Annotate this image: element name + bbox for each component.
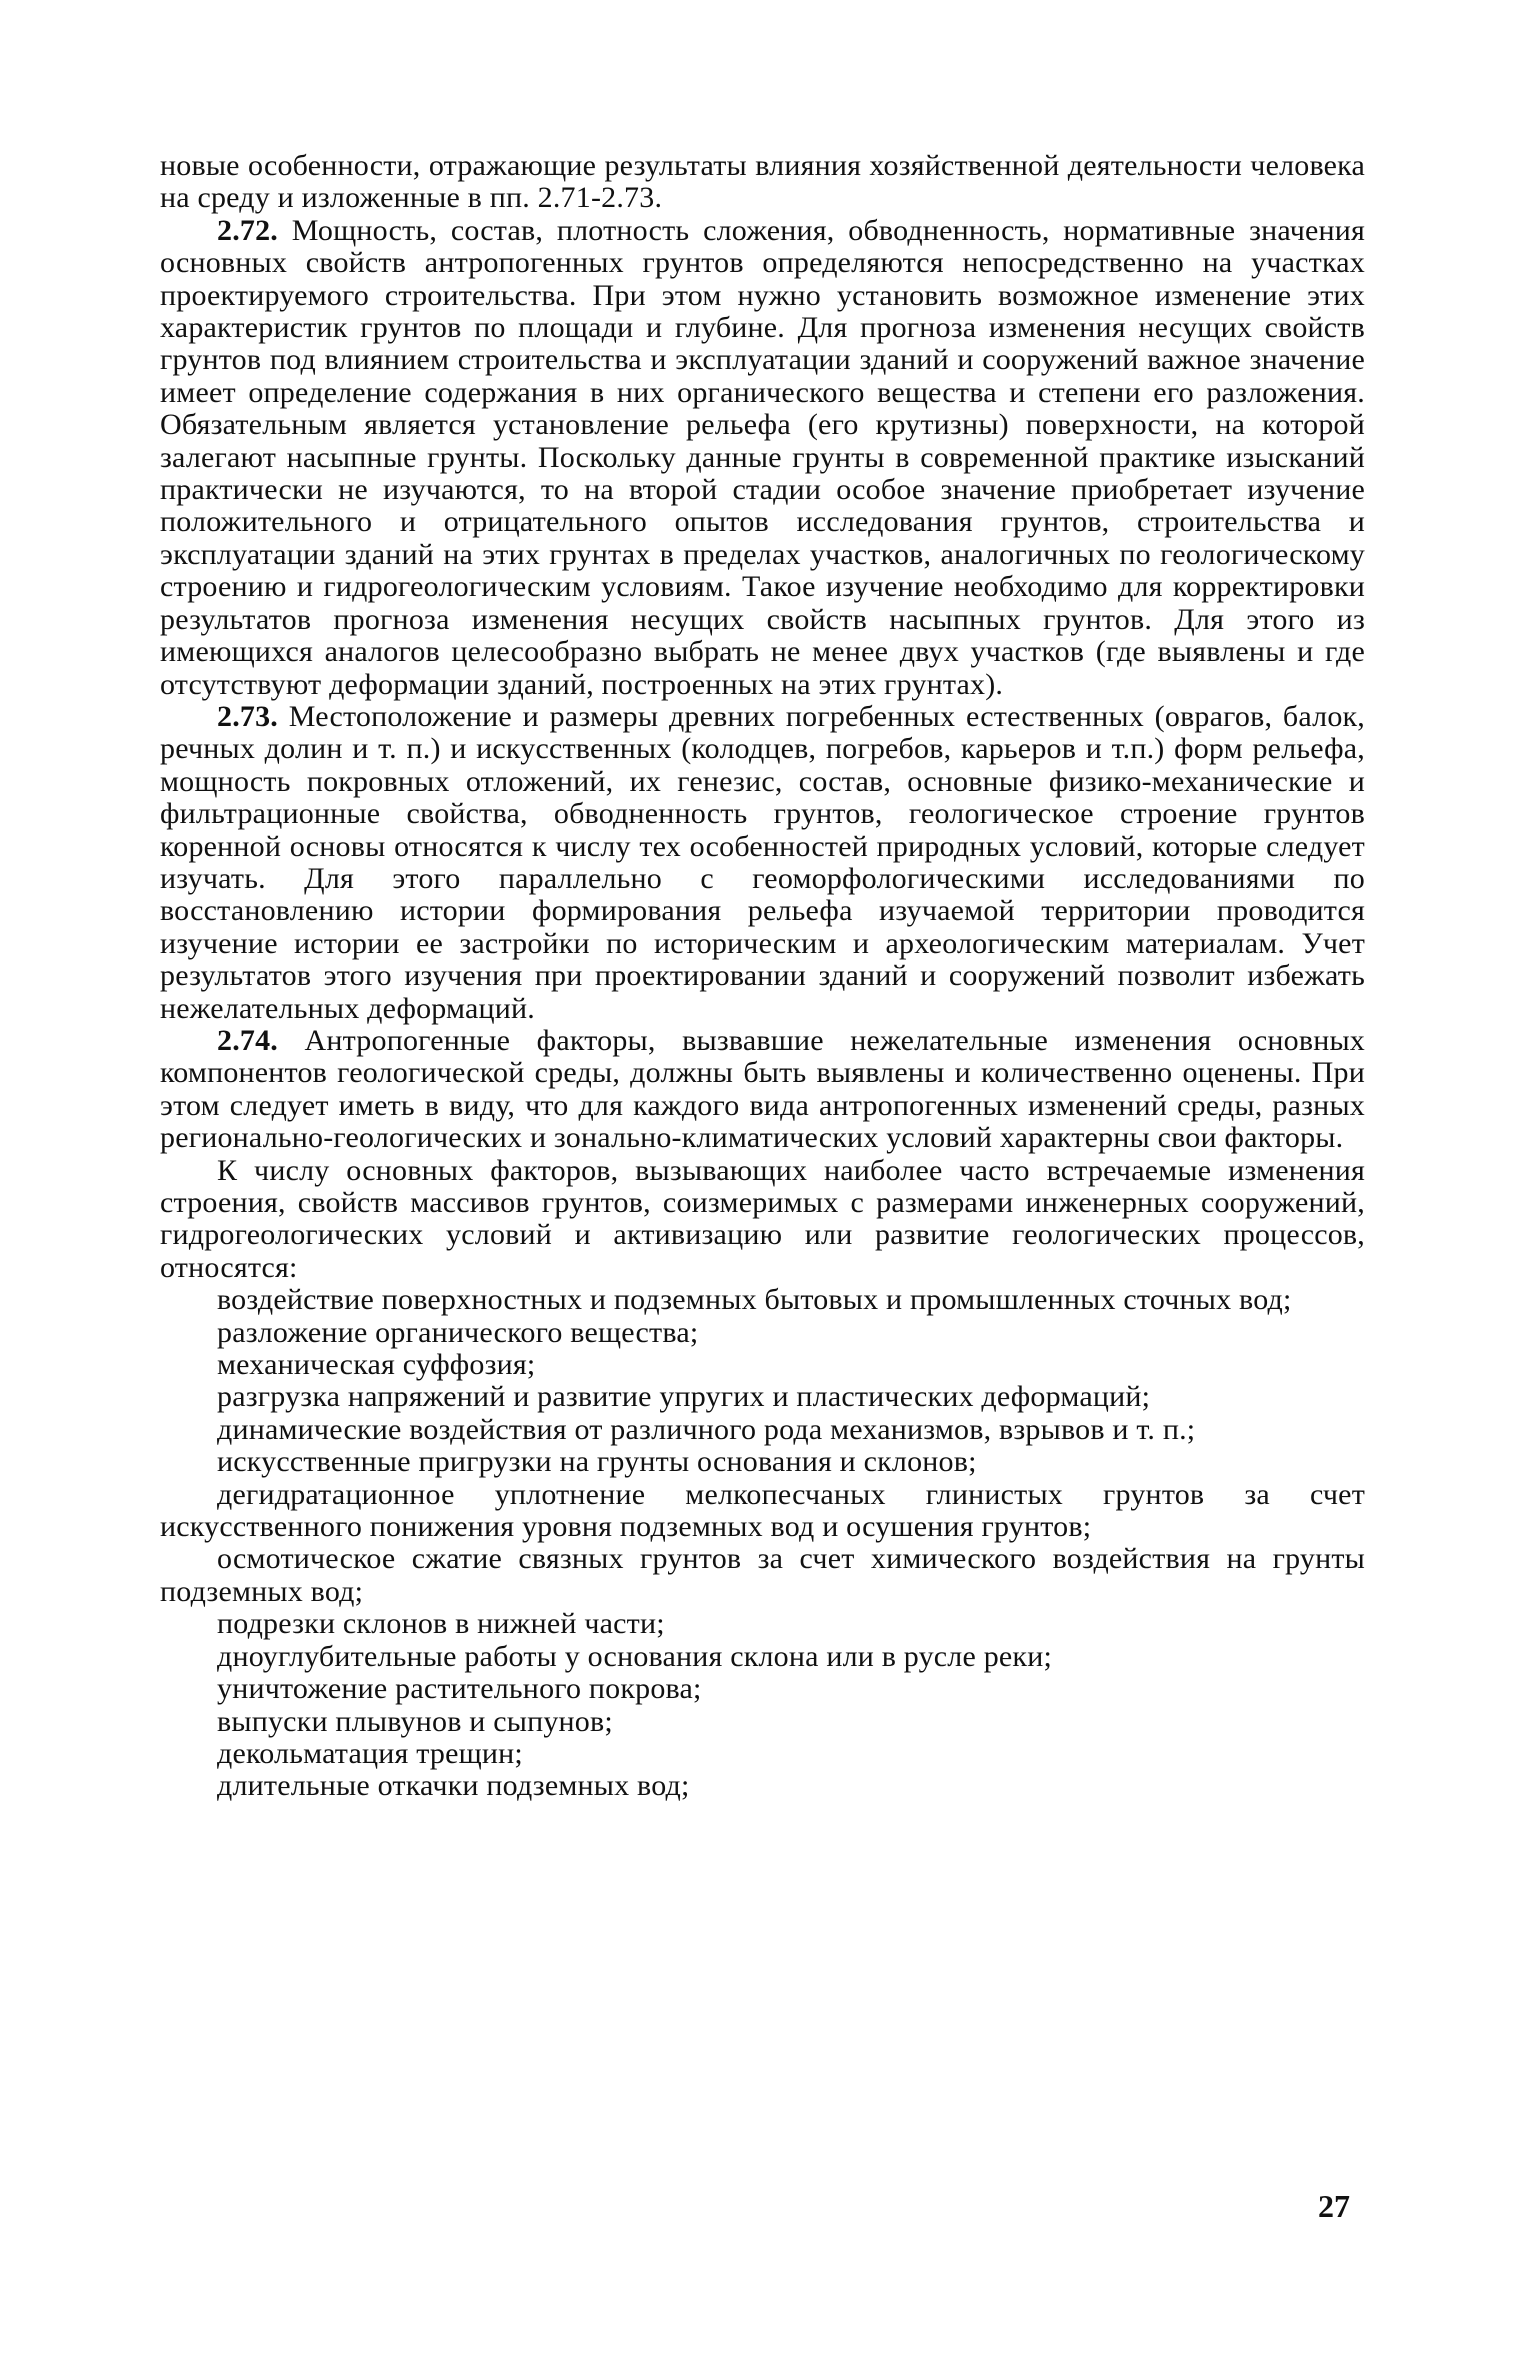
list-item: уничтожение растительного покрова; xyxy=(217,1672,702,1706)
list-item: декольматация трещин; xyxy=(217,1736,523,1770)
list-item: разгрузка напряжений и развитие упругих и пластических деформаций; xyxy=(217,1380,1151,1414)
list-item: механическая суффозия; xyxy=(217,1348,536,1382)
section-2-72 xyxy=(160,215,1365,701)
factors-intro: К числу основных факторов, вызывающих наиболее часто встречаемые изменения строения, свойств массивов грунтов, соизмеримых с размерами инженерных сооружений, гидрогеологических условий и активизацию или развитие геологических процессов, относятся: xyxy=(160,1153,1365,1284)
list-item: длительные откачки подземных вод; xyxy=(217,1769,690,1803)
section-text: Местоположение и размеры древних погребенных естественных (оврагов, балок, речных долин и т. п.) и искусственных (колодцев, погребов, карьеров и т.п.) форм рельефа, мощность покровных отложений, их генезис, состав, основные физико-механические и фильтрационные свойства, обводненность грунтов, геологическое строение грунтов коренной основы относятся к числу тех особенностей природных условий, которые следует изучать. Для этого параллельно с геоморфологическими исследованиями по восстановлению истории формирования рельефа изучаемой территории проводится изучение истории ее застройки по историческим и археологическим материалам. Учет результатов этого изучения при проектировании зданий и сооружений позволит избежать нежелательных деформаций. xyxy=(160,699,1365,1025)
section-2-73 xyxy=(160,701,1365,1025)
list-item: выпуски плывунов и сыпунов; xyxy=(217,1704,613,1738)
list-item: осмотическое сжатие связных грунтов за счет химического воздействия на грунты подземных вод; xyxy=(160,1542,1365,1608)
list-item: подрезки склонов в нижней части; xyxy=(217,1607,665,1641)
intro-fragment: новые особенности, отражающие результаты влияния хозяйственной деятельности человека на среду и изложенные в пп. 2.71-2.73. xyxy=(160,149,1365,215)
section-number: 2.74. xyxy=(217,1023,278,1057)
page-body xyxy=(160,150,1365,1803)
section-2-74 xyxy=(160,1025,1365,1155)
list-item: воздействие поверхностных и подземных бытовых и промышленных сточных вод; xyxy=(217,1283,1292,1317)
page-number: 27 xyxy=(1318,2188,1350,2224)
factors-list xyxy=(160,1284,1365,1803)
list-item: искусственные пригрузки на грунты основания и склонов; xyxy=(217,1445,977,1479)
section-number: 2.73. xyxy=(217,699,278,733)
list-item: дноуглубительные работы у основания склона или в русле реки; xyxy=(217,1639,1052,1673)
list-item: динамические воздействия от различного рода механизмов, взрывов и т. п.; xyxy=(217,1412,1196,1446)
section-text: Мощность, состав, плотность сложения, обводненность, нормативные значения основных свойств антропогенных грунтов определяются непосредственно на участках проектируемого строительства. При этом нужно установить возможное изменение этих характеристик грунтов по площади и глубине. Для прогноза изменения несущих свойств грунтов под влиянием строительства и эксплуатации зданий и сооружений важное значение имеет определение содержания в них органического вещества и степени его разложения. Обязательным является установление рельефа (его крутизны) поверхности, на которой залегают насыпные грунты. Поскольку данные грунты в современной практике изысканий практически не изучаются, то на второй стадии особое значение приобретает изучение положительного и отрицательного опытов исследования грунтов, строительства и эксплуатации зданий на этих грунтах в пределах участков, аналогичных по геологическому строению и гидрогеологическим условиям. Такое изучение необходимо для корректировки результатов прогноза изменения несущих свойств насыпных грунтов. Для этого из имеющихся аналогов целесообразно выбрать не менее двух участков (где выявлены и где отсутствуют деформации зданий, построенных на этих грунтах). xyxy=(160,213,1365,701)
section-text: Антропогенные факторы, вызвавшие нежелательные изменения основных компонентов геологической среды, должны быть выявлены и количественно оценены. При этом следует иметь в виду, что для каждого вида антропогенных изменений среды, разных регионально-геологических и зонально-климатических условий характерны свои факторы. xyxy=(160,1023,1366,1155)
list-item: разложение органического вещества; xyxy=(217,1315,699,1349)
section-number: 2.72. xyxy=(217,213,278,247)
list-item: дегидратационное уплотнение мелкопесчаных глинистых грунтов за счет искусственного понижения уровня подземных вод и осушения грунтов; xyxy=(160,1477,1365,1544)
